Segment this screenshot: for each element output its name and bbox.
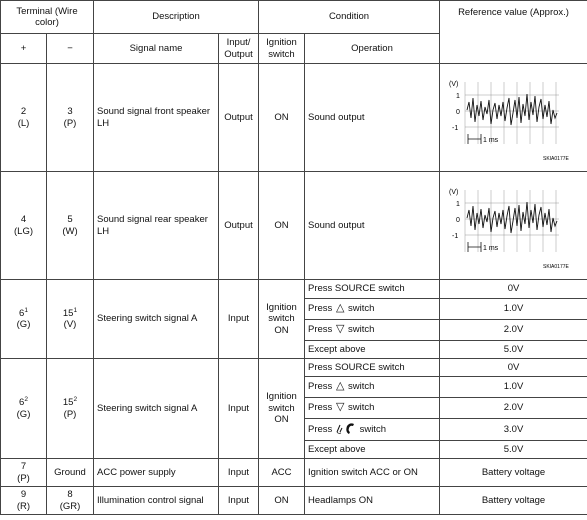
reference-value: 3.0V: [440, 419, 587, 441]
oscilloscope-waveform-rear: [445, 180, 582, 272]
operation: Except above: [305, 441, 440, 459]
input-output-header: Input/ Output: [219, 34, 259, 64]
table-row: [1, 172, 587, 280]
table-row: [1, 64, 587, 172]
unit-label: (V): [449, 80, 459, 88]
reference-value: 2.0V: [440, 320, 587, 341]
signal-name: Steering switch signal A: [94, 280, 219, 359]
reference-value: 1.0V: [440, 377, 587, 398]
table-row: [1, 359, 587, 377]
signal-name: ACC power supply: [94, 459, 219, 487]
reference-waveform: [440, 64, 587, 172]
down-triangle-icon: ▽: [335, 401, 345, 414]
reference-value: 0V: [440, 280, 587, 299]
voice-phone-icon: [335, 422, 357, 437]
signal-name-header: Signal name: [94, 34, 219, 64]
operation: Sound output: [305, 64, 440, 172]
reference-value: Battery voltage: [440, 459, 587, 487]
operation: Press SOURCE switch: [305, 359, 440, 377]
minus-terminal: $15^2$ (P): [47, 359, 94, 459]
ignition-switch: Ignition switch ON: [259, 280, 305, 359]
operation-header: Operation: [305, 34, 440, 64]
operation: Ignition switch ACC or ON: [305, 459, 440, 487]
minus-terminal: 8 (GR): [47, 487, 94, 515]
svg-text:(V): (V): [449, 188, 459, 196]
reference-value: 5.0V: [440, 441, 587, 459]
reference-value: 0V: [440, 359, 587, 377]
signal-name: Sound signal rear speaker LH: [94, 172, 219, 280]
operation: Press △ switch: [305, 377, 440, 398]
reference-waveform: [440, 172, 587, 280]
svg-text:SKIA0177E: SKIA0177E: [543, 263, 569, 270]
input-output: Input: [219, 459, 259, 487]
svg-text:1: 1: [456, 92, 460, 100]
ignition-switch: Ignition switch ON: [259, 359, 305, 459]
oscilloscope-waveform-front: [445, 72, 582, 164]
table-row: [1, 280, 587, 299]
plus-header: +: [1, 34, 47, 64]
svg-text:-1: -1: [452, 232, 459, 240]
operation: Sound output: [305, 172, 440, 280]
reference-value: Battery voltage: [440, 487, 587, 515]
signal-name: Steering switch signal A: [94, 359, 219, 459]
minus-terminal: Ground: [47, 459, 94, 487]
ignition-switch-header: Ignition switch: [259, 34, 305, 64]
svg-text:1 ms: 1 ms: [483, 136, 499, 144]
minus-terminal: 5 (W): [47, 172, 94, 280]
plus-terminal: 4 (LG): [1, 172, 47, 280]
terminal-header: Terminal (Wire color): [1, 1, 94, 34]
plus-terminal: $6^1$ (G): [1, 280, 47, 359]
ignition-switch: ON: [259, 487, 305, 515]
svg-text:1 ms: 1 ms: [483, 244, 499, 252]
reference-value: 5.0V: [440, 341, 587, 359]
signal-name: Illumination control signal: [94, 487, 219, 515]
ignition-switch: ON: [259, 64, 305, 172]
condition-header: Condition: [259, 1, 440, 34]
table-row: [1, 487, 587, 515]
reference-value-header: Reference value (Approx.): [440, 1, 587, 64]
svg-text:0: 0: [456, 108, 460, 116]
svg-text:SKIA0177E: SKIA0177E: [543, 155, 569, 162]
minus-terminal: 3 (P): [47, 64, 94, 172]
svg-text:-1: -1: [452, 124, 459, 132]
input-output: Output: [219, 64, 259, 172]
operation: Except above: [305, 341, 440, 359]
plus-terminal: 7 (P): [1, 459, 47, 487]
operation: Headlamps ON: [305, 487, 440, 515]
up-triangle-icon: △: [335, 380, 345, 393]
reference-value: 1.0V: [440, 299, 587, 320]
input-output: Output: [219, 172, 259, 280]
svg-text:1: 1: [456, 200, 460, 208]
signal-name: Sound signal front speaker LH: [94, 64, 219, 172]
plus-terminal: 2 (L): [1, 64, 47, 172]
operation: Press ▽ switch: [305, 320, 440, 341]
minus-header: −: [47, 34, 94, 64]
svg-text:0: 0: [456, 216, 460, 224]
plus-terminal: $6^2$ (G): [1, 359, 47, 459]
operation: Press ▽ switch: [305, 398, 440, 419]
reference-value: 2.0V: [440, 398, 587, 419]
up-triangle-icon: △: [335, 302, 345, 315]
input-output: Input: [219, 359, 259, 459]
input-output: Input: [219, 280, 259, 359]
operation: Press △ switch: [305, 299, 440, 320]
description-header: Description: [94, 1, 259, 34]
table-row: [1, 459, 587, 487]
ignition-switch: ON: [259, 172, 305, 280]
minus-terminal: $15^1$ (V): [47, 280, 94, 359]
down-triangle-icon: ▽: [335, 323, 345, 336]
input-output: Input: [219, 487, 259, 515]
plus-terminal: 9 (R): [1, 487, 47, 515]
ignition-switch: ACC: [259, 459, 305, 487]
operation: Press SOURCE switch: [305, 280, 440, 299]
operation: Press switch: [305, 419, 440, 441]
